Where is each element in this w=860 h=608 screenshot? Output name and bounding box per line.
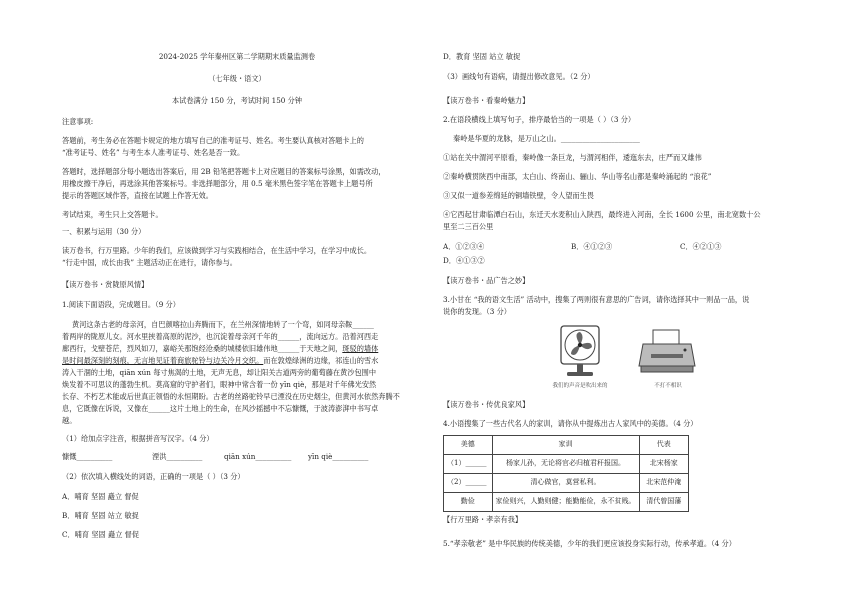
section-tag: 【读万卷书・赏陇原风情】 [62, 280, 149, 289]
passage-text: 而在敦煌绿洲的边缘，祁连山的雪水 [263, 356, 379, 365]
table-cell: 杨家儿孙，无论将官必归植君秆报国。 [492, 455, 639, 474]
choice-a[interactable]: A．①②③④ [443, 242, 485, 251]
sentence-3: ③又似一道参差绵延的铜墙铁壁，令人望而生畏 [443, 191, 594, 200]
question-1-3: （3）画线句有语病，请提出修改意见。（2 分） [443, 72, 595, 81]
passage-line: 黄河这条古老的母亲河，自巴颜喀拉山奔腾而下，在兰州深情地转了一个弯，如同母亲鞍______ [72, 320, 374, 329]
table-cell: 清心做官，莫营私利。 [492, 474, 639, 493]
sentence-2: ②秦岭横贯陕西中南部，太白山、终南山、骊山、华山等名山都是秦岭涌起的 “浪花” [443, 172, 712, 181]
table-cell: 北宋杨家 [639, 455, 688, 474]
exam-title: 2024-2025 学年秦州区第二学期期末质量监测卷 [158, 52, 316, 61]
question-3: 说你的发现。（3 分） [443, 307, 511, 316]
question-1-1: （1）给加点字注音，根据拼音写汉字。（4 分） [62, 434, 214, 443]
passage-line: 越。 [62, 416, 77, 425]
sentence-4: 里至二三百公里 [443, 222, 494, 231]
table-row [444, 474, 689, 493]
table-header: 美德 [444, 436, 493, 455]
section-tag: 【行万里路・孝亲有我】 [443, 515, 523, 524]
notice-line: 答题前，考生务必在答题卡规定的地方填写自己的准考证号、姓名。考生要认真核对答题卡上的 [62, 136, 364, 145]
table-header: 家训 [492, 436, 639, 455]
question-4: 4.小语搜集了一些古代名人的家训，请你从中提炼出古人家风中的美德。（4 分） [443, 419, 698, 428]
question-3: 3.小甘在 “我的语文生活” 活动中，搜集了两则很有意思的广告词，请你选择其中一则品一品，说 [443, 295, 750, 304]
question-1-2: （2）依次填入横线处的词语，正确的一项是（ ）（3 分） [62, 472, 245, 481]
sentence-1: ①站在关中渭河平原看，秦岭像一条巨龙，与渭河相伴，逶迤东去，庄严而又雄伟 [443, 153, 702, 162]
table-cell: 家俭则兴，人勤则健；能勤能俭，永不贫贱。 [492, 493, 639, 512]
notice-line: 用橡皮擦干净后，再选涂其他答案标号。非选择题部分，用 0.5 毫米黑色签字笔在答题卡上题号所 [62, 179, 373, 188]
passage-line [62, 356, 378, 366]
fan-icon [547, 324, 613, 380]
fan-ad [547, 324, 613, 390]
passage-line: 涛入干涸的土地，qiān xún 每寸焦渴的土地，无声无息，却让阳关古道两旁的葡萄藤在黄沙包围中 [62, 368, 377, 377]
table-cell-answer[interactable]: （2）______ [444, 474, 493, 493]
passage-line: 息，它既像在诉说，又像在______这片土地上的生命，在风沙摇撼中不忘慷慨，于波涛澎湃中书写卓 [62, 404, 379, 413]
passage-line: 着两岸的陇原儿女。河水里挟着高原的泥沙，也沉淀着母亲河千年的______，流向远方。沿着河西走 [62, 332, 379, 341]
option-a[interactable]: A．哺育 坚固 矗立 督促 [62, 492, 139, 501]
passage-line [62, 344, 378, 354]
score-line: 本试卷满分 150 分，考试时间 150 分钟 [171, 96, 302, 105]
passage-line: 长存、不朽艺术能或后世真正领悟的永恒期盼。古老的丝路驼铃早已湮没在历史烟尘，但黄河水依然奔腾不 [62, 392, 400, 401]
table-cell: 清代曾国藩 [639, 493, 688, 512]
table-row [444, 493, 689, 512]
table-row [444, 455, 689, 474]
table-cell: 勤俭 [444, 493, 493, 512]
answer-blank-c[interactable]: qiān xún__________ [224, 452, 292, 461]
answer-blank-d[interactable]: yīn qiè__________ [308, 452, 369, 461]
passage-line: 焕发着不可思议的蓬勃生机。莫高窟的守护者们，眼神中常含着一份 yīn qiè，那是对千年佛光安然 [62, 380, 377, 389]
family-motto-table-wrap [443, 435, 689, 512]
option-b[interactable]: B．哺育 坚固 站立 敏捉 [62, 511, 139, 520]
question-2-lead: 秦岭是华夏的龙脉，是万山之山。______________________ [453, 134, 640, 143]
answer-blank-a[interactable]: 慷慨__________ [62, 452, 113, 461]
printer-ad-caption: 不打不相识 [654, 382, 682, 389]
printer-icon [635, 328, 701, 380]
exam-subtitle: （七年级・语文） [208, 74, 266, 83]
section-tag: 【读万卷书・看秦岭魅力】 [443, 96, 530, 105]
passage-text: 廊西行，戈壁苍茫，烈风如刀，嘉峪关那饱经沧桑的城楼依旧雄伟地______于天地之间， [62, 344, 343, 353]
option-d[interactable]: D．教育 坚固 站立 敏捉 [443, 52, 521, 61]
choice-c[interactable]: C．④②①③ [680, 242, 722, 251]
printer-ad [635, 328, 701, 390]
underlined-sentence: 斑驳的墙体 [342, 344, 379, 353]
table-header: 代表 [639, 436, 688, 455]
table-cell-answer[interactable]: （1）______ [444, 455, 493, 474]
section-tag: 【读万卷书・传优良家风】 [443, 400, 530, 409]
notice-line: 提示的答题区域作答，直接在试题上作答无效。 [62, 191, 213, 200]
table-header-row [444, 436, 689, 455]
notice-line: 答题时，选择题部分每小题选出答案后，用 2B 铅笔把答题卡上对应题目的答案标号涂黑，如需改动， [62, 167, 386, 176]
choice-b[interactable]: B．④①②③ [571, 242, 613, 251]
notice-line: “准考证号、姓名” 与考生本人准考证号、姓名是否一致。 [62, 148, 245, 157]
section-heading: 一、积累与运用（30 分） [62, 227, 146, 236]
sentence-4: ④它西起甘肃临潭白石山，东迁天水麦积山入陕西，最终进入河南，全长 1600 公里，南北宽数十公 [443, 210, 761, 219]
underlined-sentence: 是时间最深刻的刻痕，无言地见证着商旅驼铃与边关冷月交织。 [62, 356, 264, 365]
question-1: 1.阅读下面语段，完成题目。（9 分） [62, 300, 180, 309]
notice-heading: 注意事项: [62, 117, 94, 126]
section-tag: 【读万卷书・品广告之妙】 [443, 276, 530, 285]
question-2: 2.在语段横线上填写句子，排序最恰当的一项是（ ）（3 分） [443, 115, 636, 124]
answer-blank-b[interactable]: 湮洪__________ [152, 452, 203, 461]
question-5: 5.“孝亲敬老” 是中华民族的传统美德，少年的我们更应该投身实际行动，传承孝道。（4 分） [443, 539, 736, 548]
intro-line: “行走中国，成长由我” 主题活动正在进行，请你参与。 [62, 258, 237, 267]
notice-line: 考试结束，考生只上交答题卡。 [62, 210, 163, 219]
choice-d[interactable]: D．④①③② [443, 256, 485, 265]
fan-ad-caption: 我们的声音是吹出来的 [552, 382, 608, 389]
family-motto-table [443, 435, 689, 512]
intro-line: 读万卷书，行万里路。少年的我们，应该做到学习与实践相结合，在生活中学习，在学习中成长。 [62, 246, 372, 255]
table-cell: 北宋范仲淹 [639, 474, 688, 493]
option-c[interactable]: C．哺育 坚固 矗立 督促 [62, 530, 140, 539]
